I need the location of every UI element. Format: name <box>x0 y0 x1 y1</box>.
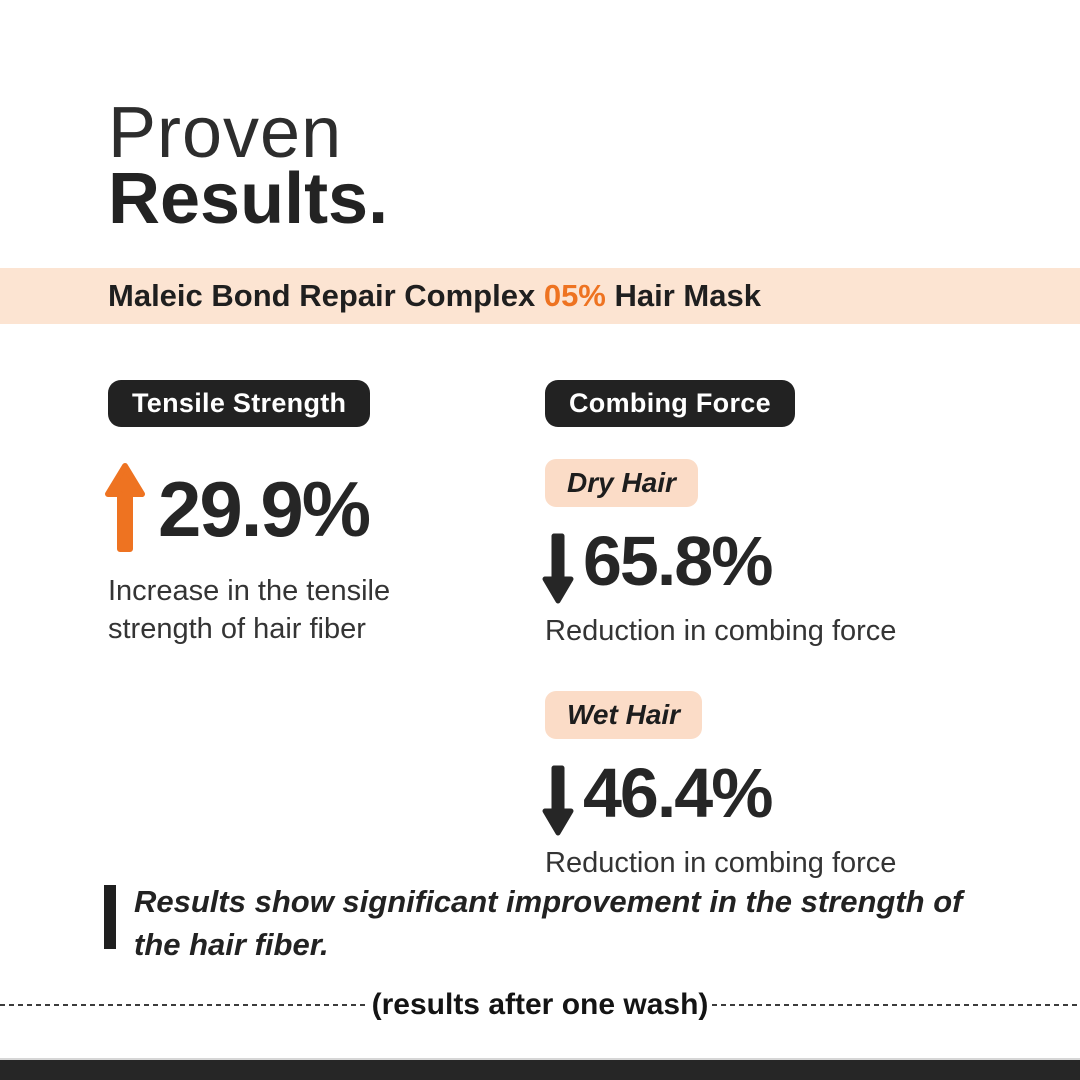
combing-force-label: Combing Force <box>545 380 795 427</box>
combing-force-section <box>545 380 985 881</box>
tensile-strength-section <box>108 380 518 648</box>
wet-hair-block <box>545 691 985 881</box>
dry-hair-value: 65.8% <box>583 522 772 600</box>
product-banner <box>0 268 1080 324</box>
tensile-strength-label: Tensile Strength <box>108 380 370 427</box>
page-title-line1: Proven <box>108 93 343 173</box>
arrow-up-icon <box>104 461 146 556</box>
tensile-description: Increase in the tensile strength of hair fiber <box>108 575 391 645</box>
arrow-down-icon <box>541 531 575 605</box>
dry-hair-badge: Dry Hair <box>545 459 698 507</box>
dashed-line-left <box>0 1004 368 1006</box>
footnote-separator <box>0 985 1080 1025</box>
page-title <box>108 93 389 239</box>
quote-accent-bar <box>104 885 116 949</box>
page-title-line2: Results. <box>108 159 389 239</box>
dry-hair-stat-row <box>541 517 985 605</box>
footer-bar <box>0 1058 1080 1080</box>
tensile-stat-row <box>104 461 518 556</box>
dry-hair-description: Reduction in combing force <box>545 615 897 647</box>
tensile-value: 29.9% <box>158 464 370 553</box>
dashed-line-right <box>712 1004 1080 1006</box>
wet-hair-stat-row <box>541 749 985 837</box>
wet-hair-description: Reduction in combing force <box>545 847 897 879</box>
arrow-down-icon <box>541 763 575 837</box>
footnote-text: (results after one wash) <box>371 988 709 1021</box>
banner-percentage-highlight: 05% <box>543 278 606 313</box>
banner-text-prefix: Maleic Bond Repair Complex <box>108 278 544 313</box>
wet-hair-value: 46.4% <box>583 754 772 832</box>
wet-hair-badge: Wet Hair <box>545 691 702 739</box>
quote-text: Results show significant improvement in the strength of the hair fiber. <box>134 884 963 962</box>
banner-text-suffix: Hair Mask <box>605 278 761 313</box>
results-quote <box>104 880 964 966</box>
dry-hair-block <box>545 459 985 649</box>
